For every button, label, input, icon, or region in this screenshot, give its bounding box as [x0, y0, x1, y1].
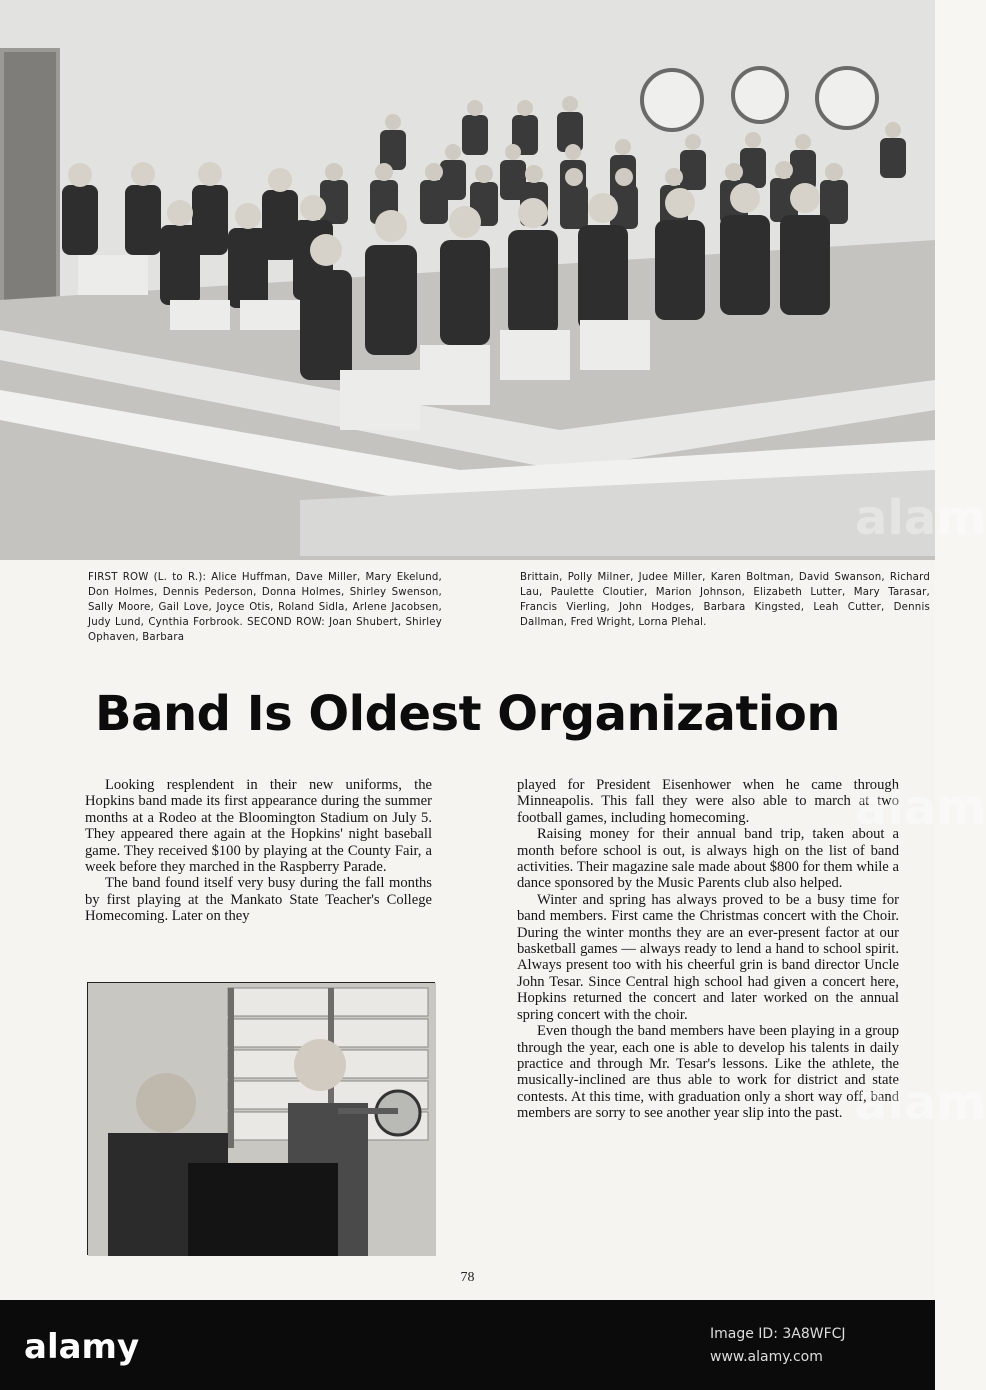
article-right-column [517, 777, 899, 1122]
left-paragraph-1: Looking resplendent in their new uniforms, the Hopkins band made its first appearance during the summer months at a Rodeo at the Bloomington Stadium on July 5. They appeared there again at the Hopkins' night baseball game. They received $100 by playing at the County Fair, a week before they marched in the Raspberry Parade. [85, 777, 432, 876]
director-trombone-photo [87, 982, 435, 1255]
band-group-photo [0, 0, 935, 556]
right-paragraph-1: Raising money for their annual band trip, taken about a month before school is out, is always high on the list of band activities. Their magazine sale made about $800 for them while a dance sponsored by the Music Parents club also helped. [517, 826, 899, 892]
site-url[interactable]: www.alamy.com [710, 1349, 823, 1365]
page-number: 78 [460, 1270, 475, 1285]
band-photo-illustration [0, 0, 935, 556]
director-photo-illustration [88, 983, 436, 1256]
image-id-label: Image ID: 3A8WFCJ [710, 1326, 846, 1342]
watermark-text: alam [855, 1075, 986, 1131]
left-paragraph-2: The band found itself very busy during the fall months by first playing at the Mankato State Teacher's College Homecoming. Later on they [85, 875, 432, 925]
right-paragraph-3: Even though the band members have been playing in a group through the year, each one is able to develop his talents in daily practice and through Mr. Tesar's lessons. Like the athlete, the musically-inclined are thus able to work for district and state contests. At this time, with graduation only a short way off, band members are sorry to see another year slip into the past. [517, 1023, 899, 1122]
right-paragraph-continued: played for President Eisenhower when he came through Minneapolis. This fall they were also able to march at two football games, including homecoming. [517, 777, 899, 826]
svg-text:alamy: alamy [24, 1327, 140, 1367]
photo-caption-left: FIRST ROW (L. to R.): Alice Huffman, Dave Miller, Mary Ekelund, Don Holmes, Dennis Pederson, Donna Holmes, Shirley Swenson, Sally Moore, Gail Love, Joyce Otis, Roland Sidla, Arlene Jacobsen, Judy Lund, Cynthia Forbrook. SECOND ROW: Joan Shubert, Shirley Ophaven, Barbara [88, 572, 442, 643]
right-paragraph-2: Winter and spring has always proved to be a busy time for band members. First came the Christmas concert with the Choir. During the winter months they are an ever-present factor at our basketball games — always ready to lend a hand to school spirit. Always present too with his cheerful grin is band director Uncle John Tesar. Since Central high school had given a concert here, Hopkins returned the concert and later worked on the annual spring concert with the choir. [517, 891, 899, 1023]
article-left-column [85, 777, 432, 925]
watermark-text: alam [855, 780, 986, 836]
watermark-text: alam [855, 490, 986, 546]
stock-footer-bar [0, 1300, 935, 1390]
article-headline: Band Is Oldest Organization [95, 686, 840, 742]
alamy-logo[interactable] [24, 1320, 140, 1372]
photo-caption-right: Brittain, Polly Milner, Judee Miller, Karen Boltman, David Swanson, Richard Lau, Paulette Cloutier, Marion Johnson, Elizabeth Lutter, Mary Tarasar, Francis Vierling, John Hodges, Barbara Kingsted, Leah Cutter, Dennis Dallman, Fred Wright, Lorna Plehal. [520, 572, 930, 628]
